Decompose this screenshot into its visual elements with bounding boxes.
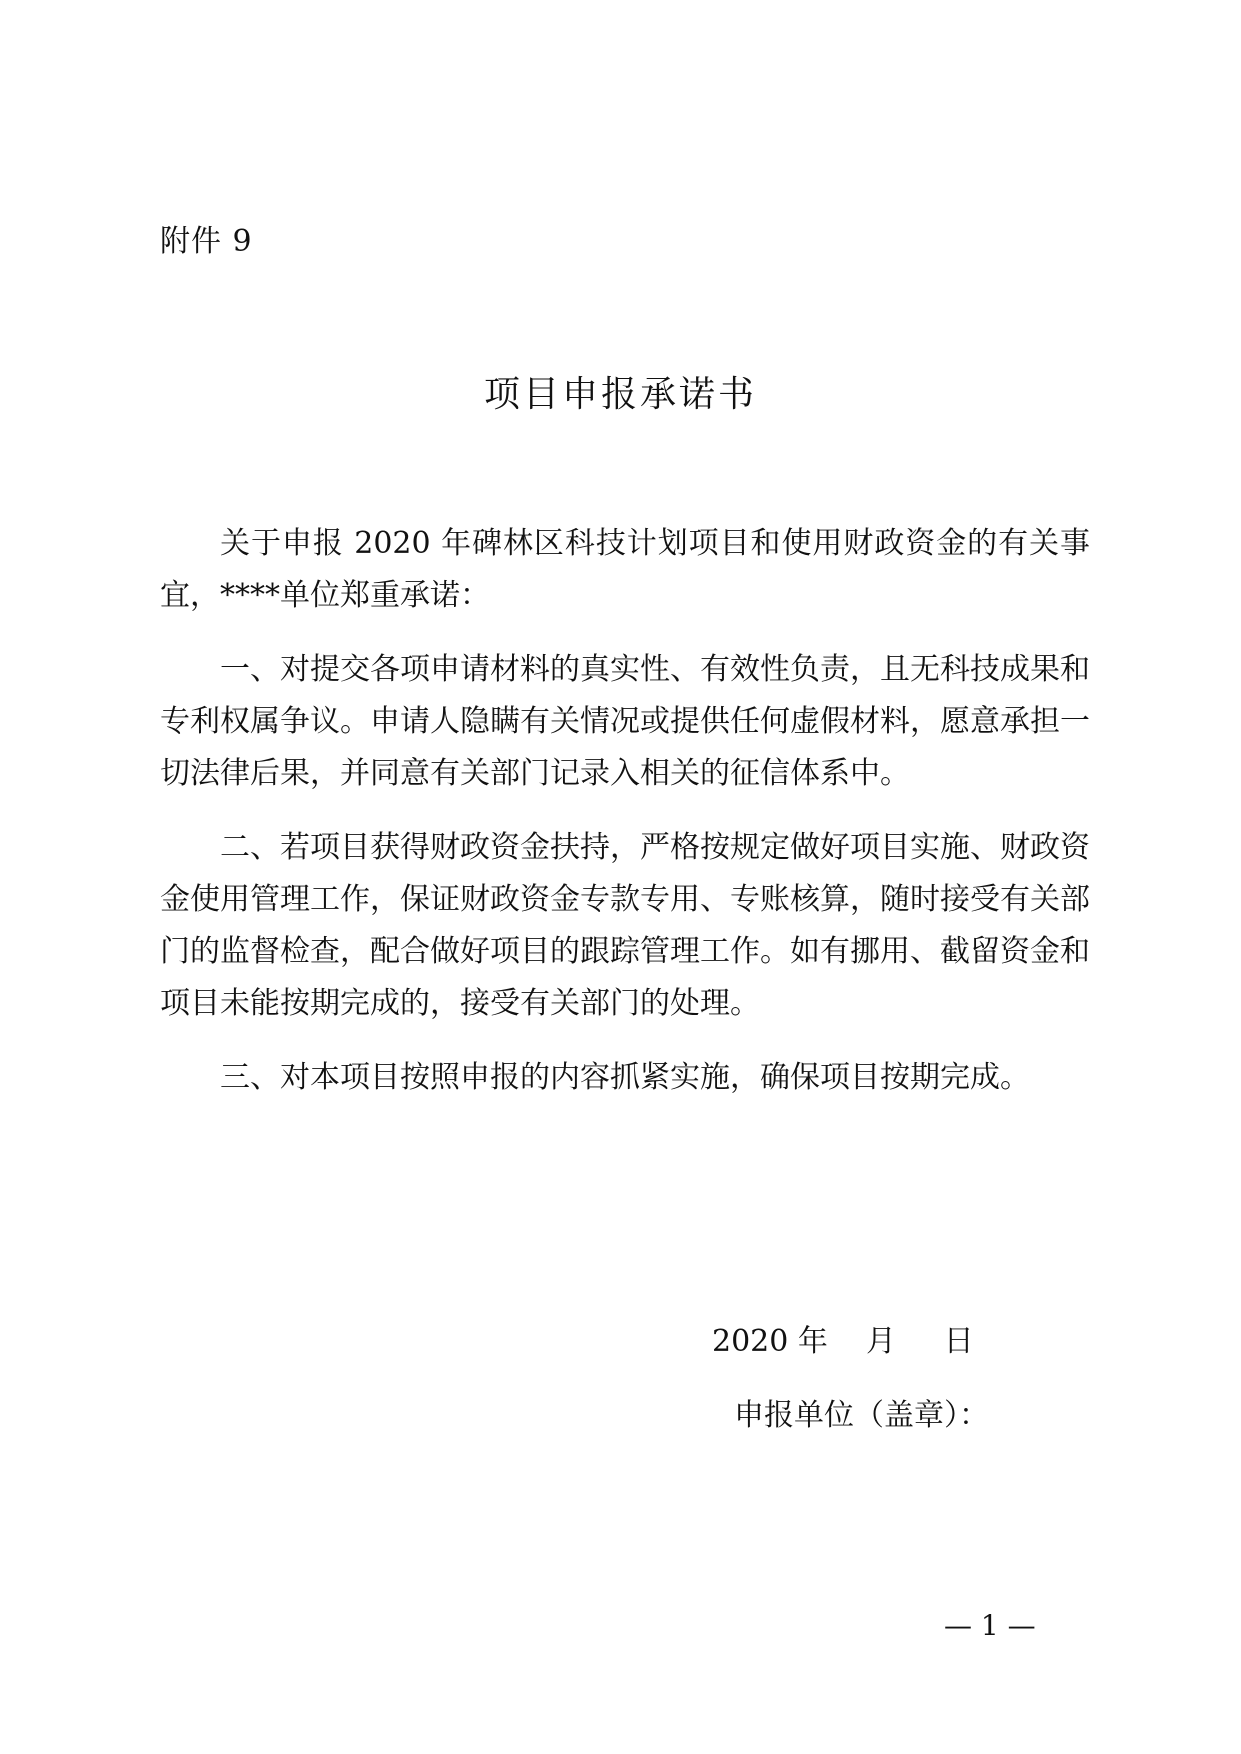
intro-paragraph: 关于申报 2020 年碑林区科技计划项目和使用财政资金的有关事宜，****单位郑重承诺： [160,526,1090,613]
date-line: 2020 年 月 日 [712,1324,974,1359]
signature-line: 申报单位（盖章）： [734,1398,989,1433]
commitment-item-1: 一、对提交各项申请材料的真实性、有效性负责，且无科技成果和专利权属争议。申请人隐瞒有关情况或提供任何虚假材料，愿意承担一切法律后果，并同意有关部门记录入相关的征信体系中。 [160,652,1090,791]
page-number: — 1 — [944,1609,1036,1642]
commitment-body [160,518,1090,1126]
commitment-item-3: 三、对本项目按照申报的内容抓紧实施，确保项目按期完成。 [220,1060,1030,1095]
commitment-item-2: 二、若项目获得财政资金扶持，严格按规定做好项目实施、财政资金使用管理工作，保证财政资金专款专用、专账核算，随时接受有关部门的监督检查，配合做好项目的跟踪管理工作。如有挪用、截留资金和项目未能按期完成的，接受有关部门的处理。 [160,830,1090,1021]
annex-label: 附件 9 [160,224,253,259]
document-title: 项目申报承诺书 [483,374,757,415]
